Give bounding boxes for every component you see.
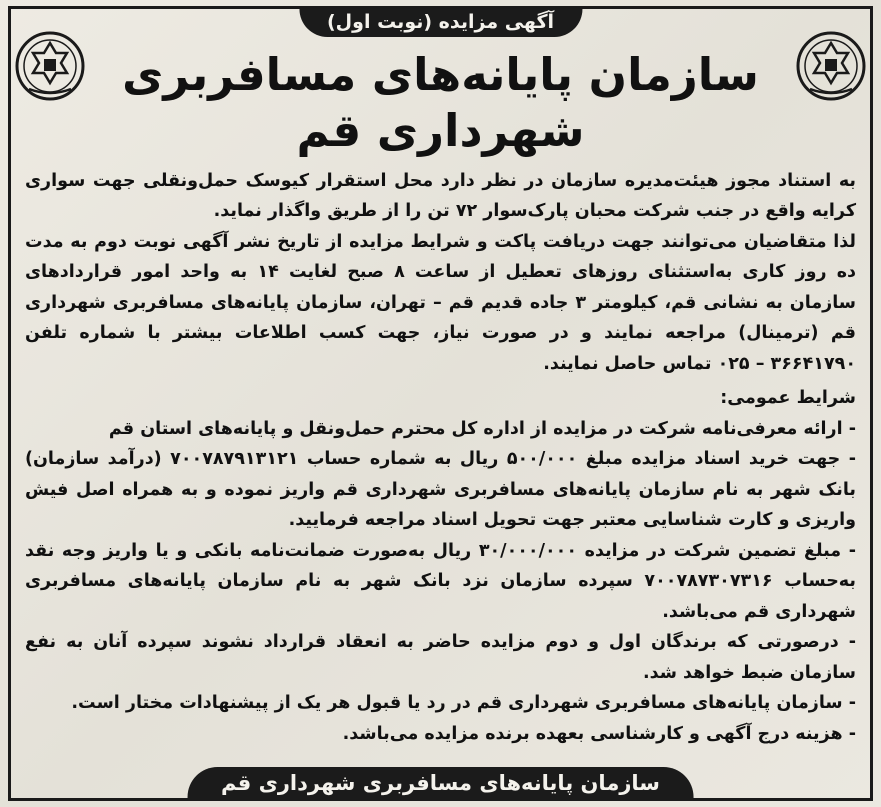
conditions-title: شرایط عمومی: <box>720 388 856 408</box>
municipality-logo-icon <box>15 31 85 101</box>
instructions-paragraph: لذا متقاضیان می‌توانند جهت دریافت پاکت و شرایط مزایده از تاریخ نشر آگهی نوبت دوم به مدت ده روز کاری به‌استثنای روزهای تعطیل از ساعت ۸ صبح لغایت ۱۴ به واحد امور قراردادهای سازمان به نشانی قم، کیلومتر ۳ جاده قدیم قم – تهران، سازمان پایانه‌های مسافربری شهرداری قم (ترمینال) مراجعه نمایند و در صورت نیاز، جهت کسب اطلاعات بیشتر با شماره تلفن ۳۶۶۴۱۷۹۰ – ۰۲۵ تماس حاصل نمایند. <box>25 231 857 374</box>
intro-paragraph <box>25 166 856 227</box>
top-banner: آگهی مزایده (نوبت اول) <box>299 9 582 37</box>
page-title: سازمان پایانه‌های مسافربری شهرداری قم <box>122 48 759 158</box>
condition-item: - جهت خرید اسناد مزایده مبلغ ۵۰۰/۰۰۰ ریال به شماره حساب ۷۰۰۷۸۷۹۱۳۱۲۱ (درآمد سازمان) بانک شهر به نام سازمان پایانه‌های مسافربری شهرداری قم واریز نموده و به همراه اصل فیش واریزی و کارت شناسایی معتبر جهت تحویل اسناد مراجعه فرمایید. <box>25 449 856 530</box>
condition-item: - هزینه درج آگهی و کارشناسی بعهده برنده مزایده می‌باشد. <box>342 723 856 744</box>
municipality-logo-icon <box>796 31 866 101</box>
condition-item: - ارائه معرفی‌نامه شرکت در مزایده از اداره کل محترم حمل‌ونقل و پایانه‌های استان قم <box>108 418 856 439</box>
ad-body <box>25 166 856 750</box>
intro-text-c: واقع در جنب شرکت محبان پارک‌سوار ۷۲ تن را از طریق واگذار نماید. <box>213 201 812 221</box>
intro-text-a: به استناد مجوز هیئت‌مدیره سازمان در نظر دارد محل <box>386 170 856 191</box>
condition-item: - مبلغ تضمین شرکت در مزایده ۳۰/۰۰۰/۰۰۰ ریال به‌صورت ضمانت‌نامه بانکی و یا واریز وجه نقد به‌حساب ۷۰۰۷۸۷۳۰۷۳۱۶ سپرده سازمان نزد بانک شهر به نام سازمان پایانه‌های مسافربری شهرداری قم می‌باشد. <box>25 540 856 622</box>
condition-item: - سازمان پایانه‌های مسافربری شهرداری قم در رد یا قبول هر یک از پیشنهادات مختار است. <box>71 693 856 713</box>
ad-frame <box>8 6 873 801</box>
bottom-banner: سازمان پایانه‌های مسافربری شهرداری قم <box>187 767 694 801</box>
intro-highlight: استقرار کیوسک حمل‌ونقلی جهت سواری کرایه <box>25 170 856 221</box>
condition-item: - درصورتی که برندگان اول و دوم مزایده حاضر به انعقاد قرارداد نشوند سپرده آنان به نفع سازمان ضبط خواهد شد. <box>25 632 856 683</box>
